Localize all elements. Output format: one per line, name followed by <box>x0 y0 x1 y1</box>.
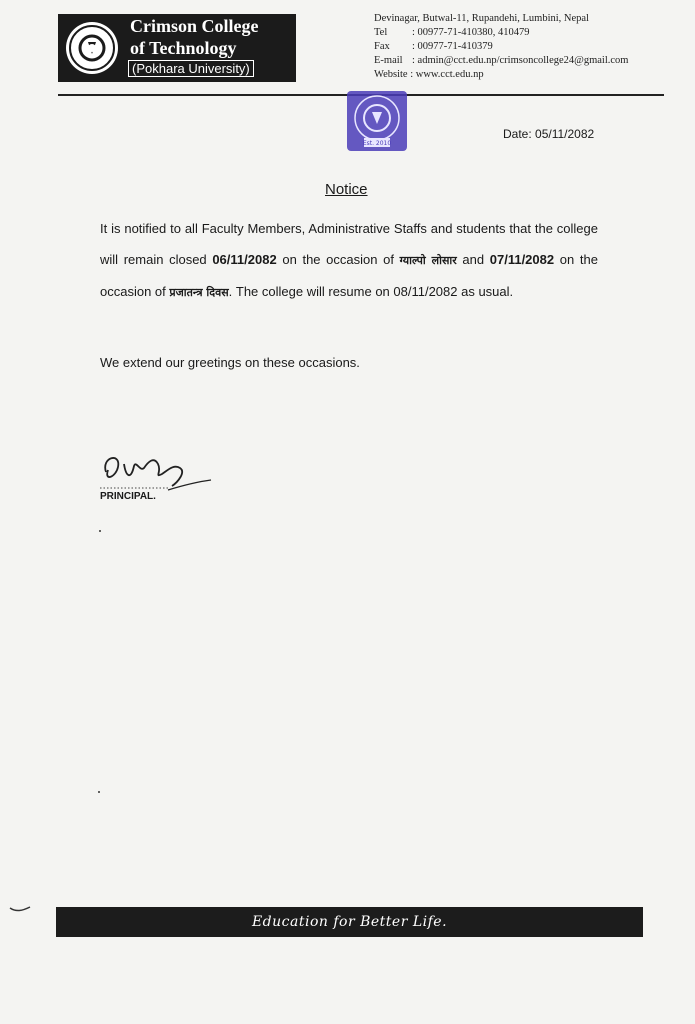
tel-value: : 00977-71-410380, 410479 <box>412 27 530 38</box>
body-part-d: on the occasion of <box>100 252 598 299</box>
tel-row <box>374 26 628 40</box>
festival-1: ग्याल्पो लोसार <box>399 254 457 267</box>
website-value: : www.cct.edu.np <box>410 69 484 80</box>
stray-mark <box>8 903 32 913</box>
closure-date-1: 06/11/2082 <box>212 252 277 267</box>
body-part-b: on the occasion of <box>282 252 394 267</box>
signatory-title: PRINCIPAL. <box>100 491 156 502</box>
contact-info <box>374 12 628 82</box>
fax-row <box>374 40 628 54</box>
fax-label: Fax <box>374 41 390 52</box>
notice-title: Notice <box>325 181 368 198</box>
greeting-text: We extend our greetings on these occasions. <box>100 355 360 370</box>
college-emblem-icon <box>64 20 120 76</box>
footer-tagline: Education for Better Life. <box>251 914 448 930</box>
website-row <box>374 68 628 82</box>
address: Devinagar, Butwal-11, Rupandehi, Lumbini, Nepal <box>374 13 589 24</box>
email-row <box>374 54 628 68</box>
university-name: (Pokhara University) <box>128 60 254 77</box>
stamp-text: Est. 2010 <box>362 140 392 147</box>
college-logo-block <box>58 14 296 82</box>
stray-dot <box>98 791 100 793</box>
college-name-line1: Crimson College <box>130 16 259 36</box>
stray-dot <box>99 530 101 532</box>
closure-date-2: 07/11/2082 <box>489 252 555 267</box>
email-value: : admin@cct.edu.np/crimsoncollege24@gmail.com <box>412 55 629 66</box>
fax-value: : 00977-71-410379 <box>412 41 493 52</box>
college-name-line2: of Technology <box>130 38 237 58</box>
festival-2: प्रजातन्त्र दिवस <box>169 286 229 299</box>
notice-body <box>100 213 598 308</box>
college-stamp-icon <box>344 88 410 154</box>
tel-label: Tel <box>374 27 388 38</box>
footer-bar <box>56 907 643 937</box>
email-label: E-mail <box>374 55 403 66</box>
body-part-a: It is notified to all Faculty Members, Administrative Staffs and students that the college will remain closed <box>100 221 598 267</box>
body-part-c: and <box>462 252 485 267</box>
body-part-e: . The college will resume on 08/11/2082 as usual. <box>228 284 514 299</box>
notice-date: Date: 05/11/2082 <box>503 127 595 141</box>
website-label: Website <box>374 69 408 80</box>
